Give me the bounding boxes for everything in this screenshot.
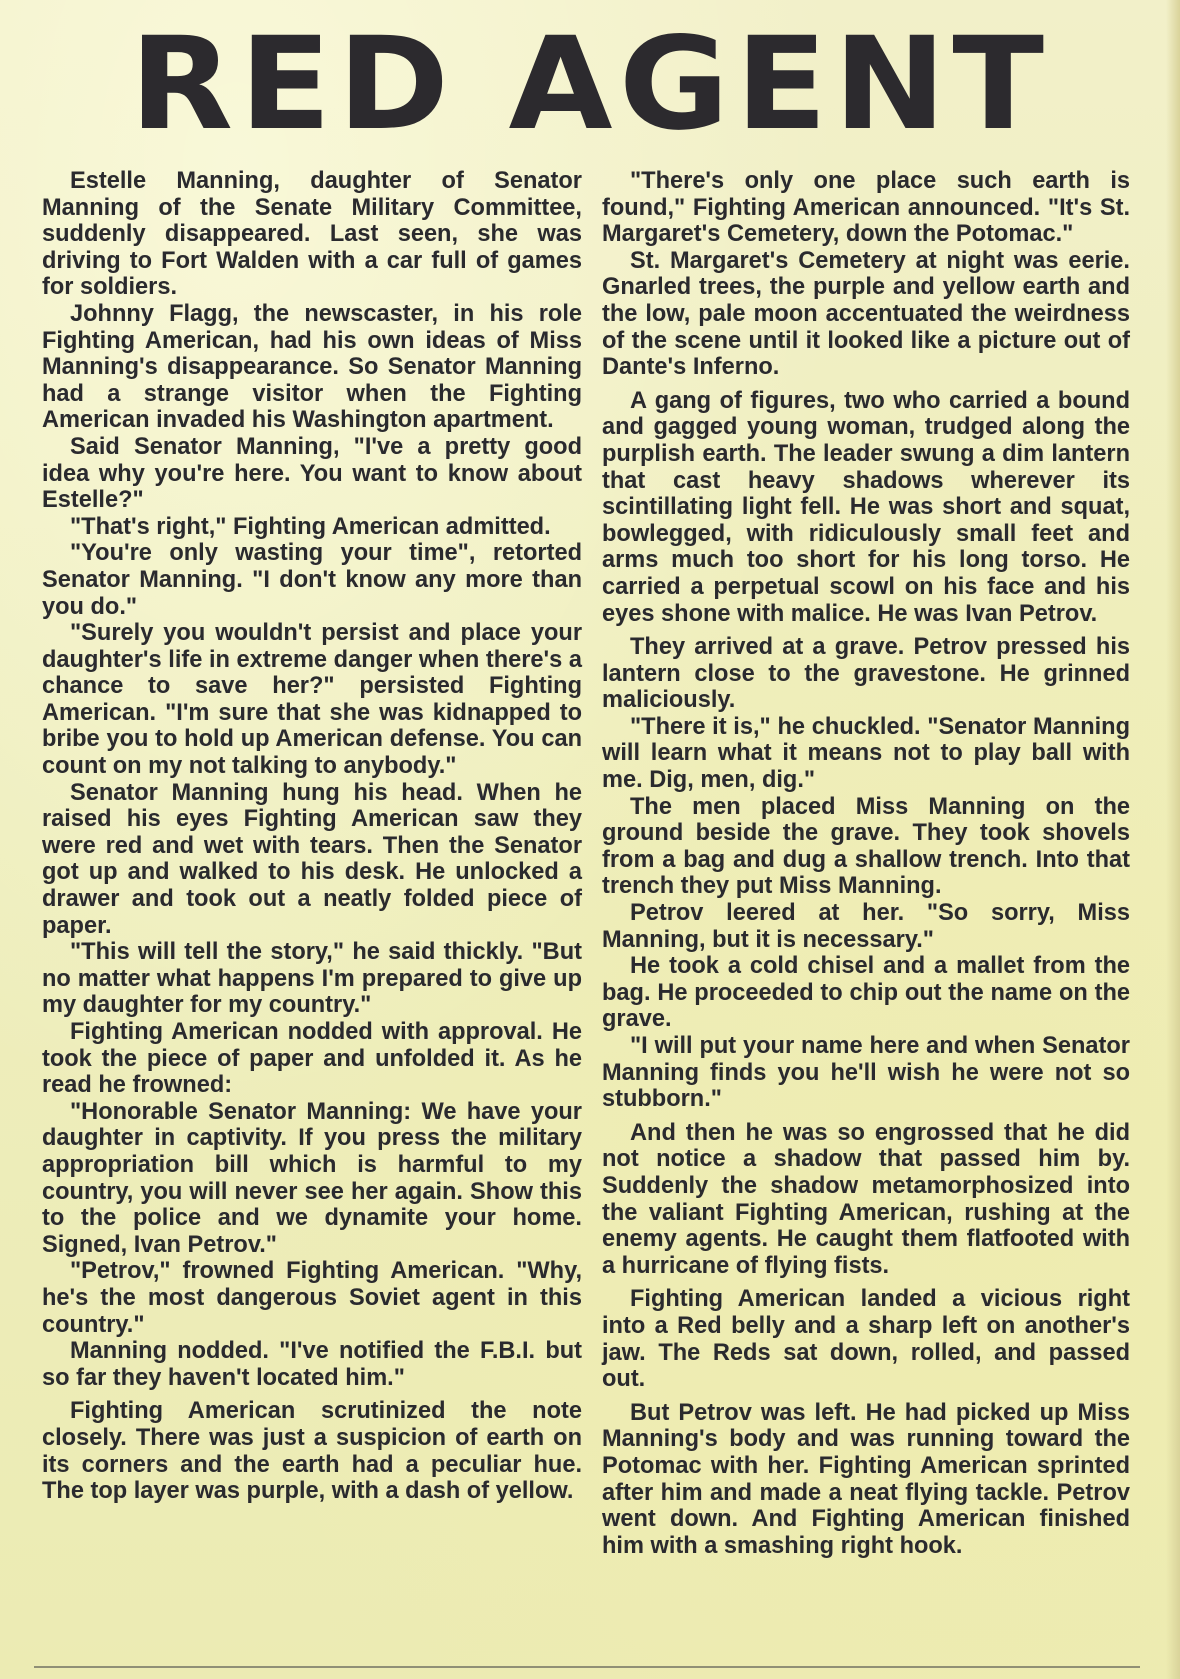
paragraph: "Surely you wouldn't persist and place your daughter's life in extreme danger when there's a chance to save her?" persisted Fighting American. "I'm sure that she was kidnapped to bribe you to hold up American defense. You can count on my not talking to anybody." (42, 620, 582, 780)
paragraph: Senator Manning hung his head. When he raised his eyes Fighting American saw they were red and wet with tears. Then the Senator got up and walked to his desk. He unlocked a drawer and took out a neatly folded piece of paper. (42, 779, 582, 939)
story-title: RED AGENT (129, 10, 1051, 159)
paragraph: "Honorable Senator Manning: We have your daughter in captivity. If you press the military appropriation bill which is harmful to my country, you will never see her again. Show this to the police and we dynamite your home. Signed, Ivan Petrov." (42, 1098, 582, 1258)
paragraph: "You're only wasting your time", retorted Senator Manning. "I don't know any more than you do." (42, 540, 582, 620)
paragraph: Petrov leered at her. "So sorry, Miss Manning, but it is necessary." (602, 900, 1130, 953)
paragraph: "There's only one place such earth is found," Fighting American announced. "It's St. Margaret's Cemetery, down the Potomac." (602, 168, 1130, 248)
paragraph: "This will tell the story," he said thickly. "But no matter what happens I'm prepared to give up my daughter for my country." (42, 939, 582, 1019)
paragraph: But Petrov was left. He had picked up Miss Manning's body and was running toward the Potomac with her. Fighting American sprinted after him and made a neat flying tackle. Petrov went down. And Fighting American finished him with a smashing right hook. (602, 1399, 1130, 1559)
paragraph: They arrived at a grave. Petrov pressed his lantern close to the gravestone. He grinned maliciously. (602, 634, 1130, 714)
right-text-column (602, 168, 1130, 1559)
paragraph: St. Margaret's Cemetery at night was eerie. Gnarled trees, the purple and yellow earth and the low, pale moon accentuated the weirdness of the scene until it looked like a picture out of Dante's Inferno. (602, 247, 1130, 381)
paragraph: Estelle Manning, daughter of Senator Manning of the Senate Military Committee, suddenly disappeared. Last seen, she was driving to Fort Walden with a car full of games for soldiers. (42, 168, 582, 301)
paragraph: The men placed Miss Manning on the ground beside the grave. They took shovels from a bag and dug a shallow trench. Into that trench they put Miss Manning. (602, 793, 1130, 900)
paragraph: He took a cold chisel and a mallet from the bag. He proceeded to chip out the name on the grave. (602, 953, 1130, 1033)
paragraph: "There it is," he chuckled. "Senator Manning will learn what it means not to play ball with me. Dig, men, dig." (602, 713, 1130, 794)
paragraph: "Petrov," frowned Fighting American. "Why, he's the most dangerous Soviet agent in this country." (42, 1258, 582, 1338)
paragraph: "I will put your name here and when Senator Manning finds you he'll wish he were not so stubborn." (602, 1033, 1130, 1113)
bottom-divider (34, 1666, 1140, 1668)
left-text-column (42, 168, 582, 1505)
paragraph: Said Senator Manning, "I've a pretty good idea why you're here. You want to know about Estelle?" (42, 433, 582, 514)
paragraph: And then he was so engrossed that he did not notice a shadow that passed him by. Suddenly the shadow metamorphosized into the valiant Fighting American, rushing at the enemy agents. He caught them flatfooted with a hurricane of flying fists. (602, 1119, 1130, 1279)
paragraph: A gang of figures, two who carried a bound and gagged young woman, trudged along the purplish earth. The leader swung a dim lantern that cast heavy shadows wherever its scintillating light fell. He was short and squat, bowlegged, with ridiculously small feet and arms much too short for his long torso. He carried a perpetual scowl on his face and his eyes shone with malice. He was Ivan Petrov. (602, 387, 1130, 627)
paragraph: Johnny Flagg, the newscaster, in his role Fighting American, had his own ideas of Miss Manning's disappearance. So Senator Manning had a strange visitor when the Fighting American invaded his Washington apartment. (42, 300, 582, 434)
paragraph: Fighting American scrutinized the note closely. There was just a suspicion of earth on its corners and the earth had a peculiar hue. The top layer was purple, with a dash of yellow. (42, 1398, 582, 1505)
paragraph: Fighting American nodded with approval. He took the piece of paper and unfolded it. As he read he frowned: (42, 1019, 582, 1099)
paragraph: Fighting American landed a vicious right into a Red belly and a sharp left on another's jaw. The Reds sat down, rolled, and passed out. (602, 1286, 1130, 1393)
paragraph: "That's right," Fighting American admitted. (70, 513, 551, 540)
page-edge (1166, 0, 1180, 1679)
paragraph: Manning nodded. "I've notified the F.B.I. but so far they haven't located him." (42, 1338, 582, 1391)
